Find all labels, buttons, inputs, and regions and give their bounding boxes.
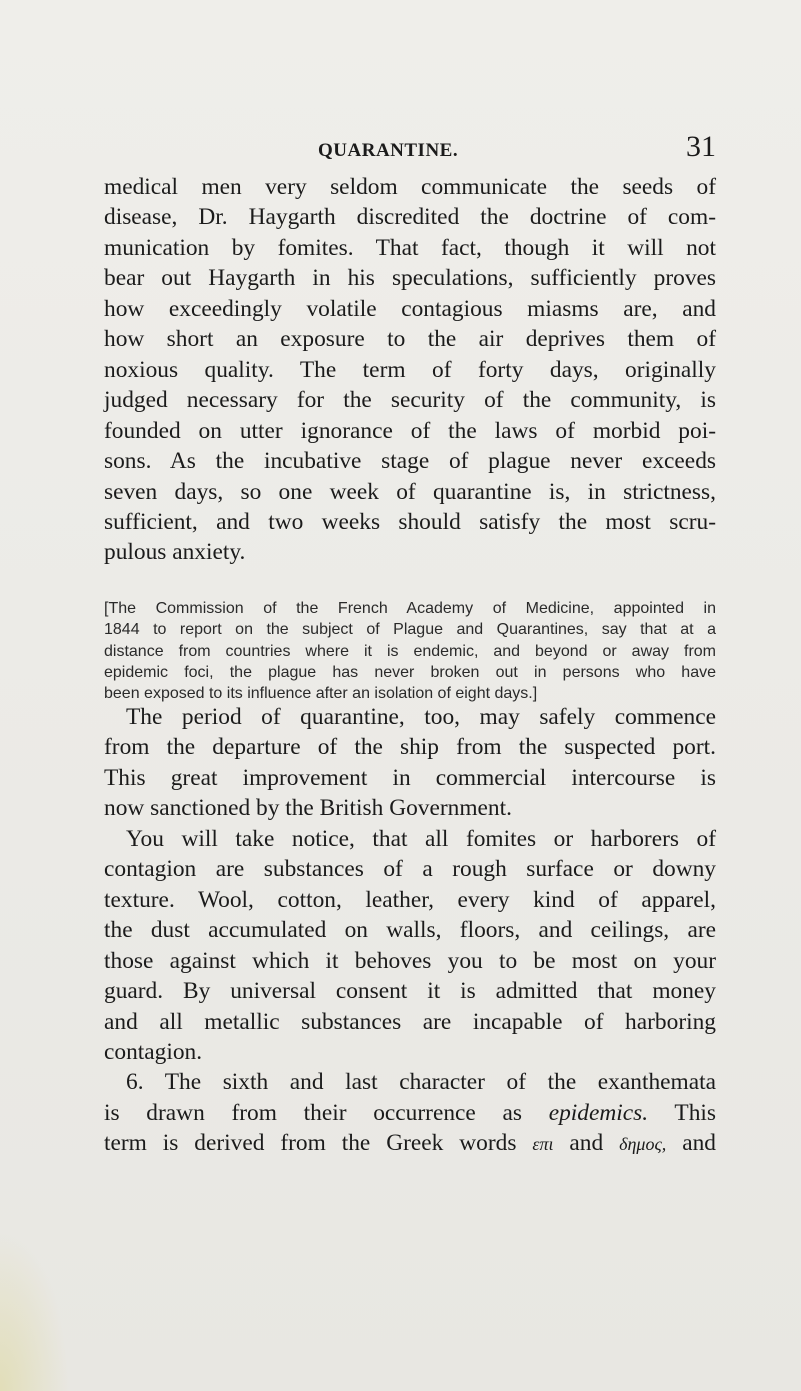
page-stain: [0, 1231, 70, 1391]
text-line: the dust accumulated on walls, floors, and ceilings, are: [104, 917, 716, 944]
text-line: guard. By universal consent it is admitted that money: [104, 978, 716, 1005]
note-line: [The Commission of the French Academy of Medicine, appointed in: [104, 600, 716, 617]
text-fragment: is drawn from their occurrence as: [104, 1099, 522, 1126]
text-line: You will take notice, that all fomites or harborers of: [126, 825, 716, 852]
text-fragment: and: [682, 1130, 716, 1157]
text-line: contagion.: [104, 1038, 203, 1065]
text-line: founded on utter ignorance of the laws of morbid poi-: [104, 417, 716, 444]
text-line: seven days, so one week of quarantine is, in strictness,: [104, 478, 716, 505]
text-line: texture. Wool, cotton, leather, every kind of apparel,: [104, 886, 716, 913]
text-line: pulous anxiety.: [104, 539, 246, 566]
note-line: 1844 to report on the subject of Plague and Quarantines, say that at a: [104, 621, 716, 639]
text-line: medical men very seldom communicate the seeds of: [104, 174, 716, 200]
text-line: sons. As the incubative stage of plague never exceeds: [104, 448, 716, 475]
greek-word: δημος,: [619, 1134, 667, 1155]
text-line: [104, 1128, 716, 1159]
text-line: bear out Haygarth in his speculations, sufficiently proves: [104, 265, 716, 292]
greek-word: επι: [532, 1134, 554, 1155]
text-line: from the departure of the ship from the suspected port.: [104, 734, 716, 761]
paragraph-1: [104, 172, 716, 568]
text-line: those against which it behoves you to be most on your: [104, 947, 716, 974]
text-line: [104, 1098, 716, 1128]
text-line: The period of quarantine, too, may safely commence: [126, 704, 716, 730]
note-line: been exposed to its influence after an isolation of eight days.]: [104, 685, 538, 703]
text-line: 6. The sixth and last character of the exanthemata: [126, 1069, 716, 1096]
text-line: how exceedingly volatile contagious miasms are, and: [104, 295, 716, 322]
text-line: disease, Dr. Haygarth discredited the doctrine of com-: [104, 204, 716, 231]
text-line: and all metallic substances are incapable of harboring: [104, 1008, 716, 1035]
editorial-note: [104, 598, 716, 704]
text-line: munication by fomites. That fact, though it will not: [104, 234, 716, 261]
text-fragment: and: [569, 1130, 604, 1157]
text-fragment: term is derived from the Greek words: [104, 1130, 517, 1157]
text-line: This great improvement in commercial intercourse is: [104, 764, 716, 791]
running-title: QUARANTINE.: [318, 140, 459, 161]
note-line: epidemic foci, the plague has never broken out in persons who have: [104, 663, 716, 681]
page-number: 31: [686, 130, 716, 163]
text-fragment: This: [674, 1099, 716, 1126]
page-header: [104, 130, 716, 166]
text-line: noxious quality. The term of forty days, originally: [104, 356, 716, 383]
text-line: how short an exposure to the air deprives them of: [104, 326, 716, 353]
text-line: now sanctioned by the British Government.: [104, 795, 512, 822]
note-line: distance from countries where it is endemic, and beyond or away from: [104, 642, 716, 660]
emphasis-epidemics: epidemics.: [548, 1099, 649, 1126]
paragraph-2: [104, 702, 716, 1160]
text-line: sufficient, and two weeks should satisfy the most scru-: [104, 508, 716, 535]
text-line: contagion are substances of a rough surface or downy: [104, 856, 716, 883]
text-line: judged necessary for the security of the community, is: [104, 387, 716, 414]
